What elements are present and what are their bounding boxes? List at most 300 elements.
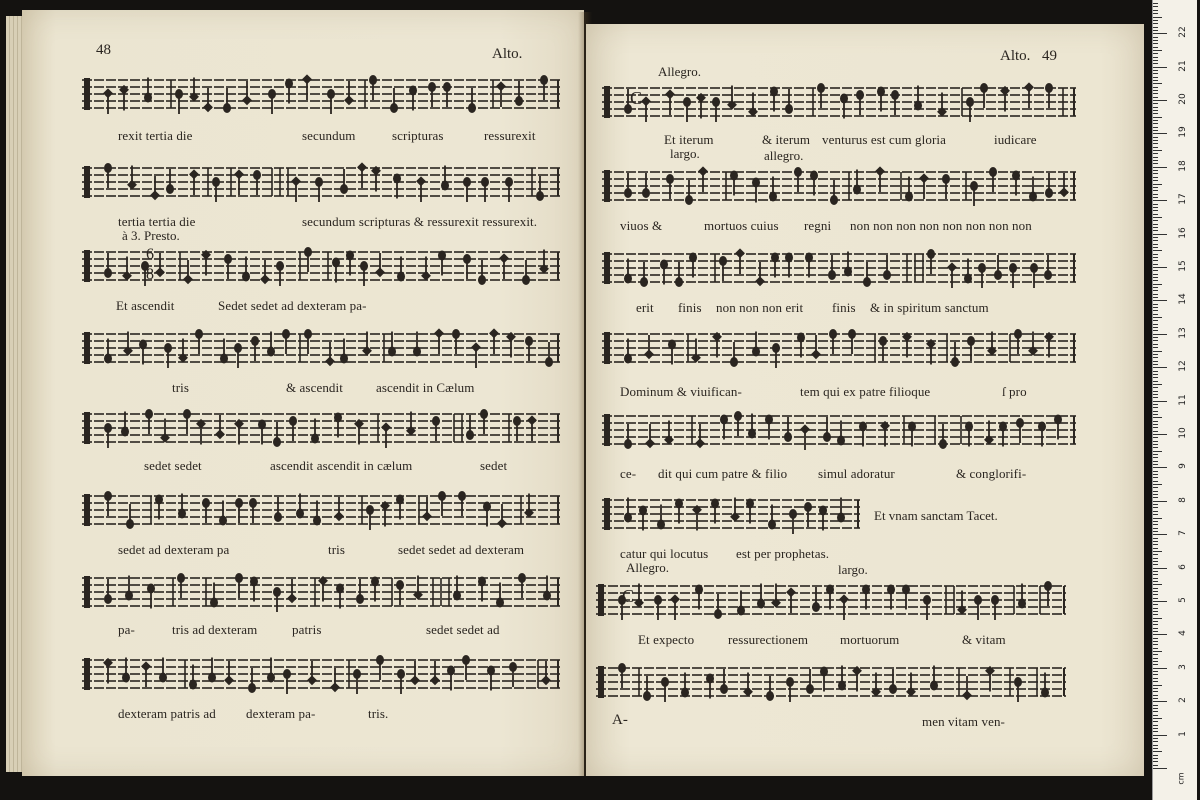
lyric: dexteram pa- — [246, 706, 316, 721]
left-page — [22, 10, 584, 776]
ruler-tick — [1153, 130, 1158, 131]
ruler-tick — [1153, 474, 1158, 475]
ruler-label: 5 — [1178, 597, 1188, 603]
ruler-tick — [1153, 247, 1158, 248]
ruler-tick — [1153, 741, 1158, 742]
ruler-tick — [1153, 367, 1167, 368]
ruler-tick — [1153, 197, 1158, 198]
ruler-tick — [1153, 230, 1158, 231]
ruler-tick — [1153, 354, 1158, 355]
ruler-tick — [1153, 67, 1167, 68]
ruler-tick — [1153, 284, 1162, 285]
ruler-tick — [1153, 477, 1158, 478]
ruler-tick — [1153, 411, 1158, 412]
time-signature: C — [630, 88, 643, 108]
ruler-tick — [1153, 544, 1158, 545]
ruler-tick — [1153, 668, 1167, 669]
right-page — [586, 24, 1144, 776]
ruler-tick — [1153, 3, 1158, 4]
ruler-tick — [1153, 427, 1158, 428]
left-page-number: 48 — [96, 42, 111, 58]
staff — [602, 160, 1076, 216]
ruler-tick — [1153, 70, 1158, 71]
ruler-tick — [1153, 167, 1167, 168]
lyric: scripturas — [392, 128, 444, 143]
lyric: patris — [292, 622, 322, 637]
lyric: ſ pro — [1002, 384, 1027, 399]
lyric: ascendit in Cælum — [376, 380, 475, 395]
lyric: rexit tertia die — [118, 128, 193, 143]
lyric: ressurectionem — [728, 632, 809, 647]
ruler-label: 4 — [1178, 630, 1188, 637]
ruler-tick — [1153, 507, 1158, 508]
ruler-tick — [1153, 417, 1162, 418]
staff — [602, 242, 1076, 298]
lyric: dit qui cum patre & filio — [658, 466, 788, 481]
ruler-label: 12 — [1178, 360, 1188, 372]
ruler-tick — [1153, 451, 1162, 452]
ruler-tick — [1153, 270, 1158, 271]
ruler-tick — [1153, 73, 1158, 74]
ruler-tick — [1153, 157, 1158, 158]
staff — [82, 156, 560, 214]
ruler-tick — [1153, 581, 1158, 582]
ruler-tick — [1153, 624, 1158, 625]
ruler-label: 10 — [1178, 427, 1188, 439]
lyric: ressurexit — [484, 128, 536, 143]
ruler-tick — [1153, 100, 1167, 101]
ruler-tick — [1153, 264, 1158, 265]
lyric: tem qui ex patre filioque — [800, 384, 931, 399]
ruler-tick — [1153, 648, 1158, 649]
ruler-tick — [1153, 87, 1158, 88]
ruler-tick — [1153, 377, 1158, 378]
ruler-tick — [1153, 334, 1167, 335]
lyric: secundum — [302, 128, 356, 143]
ruler-tick — [1153, 391, 1158, 392]
ruler-tick — [1153, 117, 1162, 118]
ruler-tick — [1153, 447, 1158, 448]
ruler-tick — [1153, 628, 1158, 629]
ruler-tick — [1153, 214, 1158, 215]
ruler-tick — [1153, 664, 1158, 665]
ruler-tick — [1153, 424, 1158, 425]
lyric: sedet sedet ad dexteram — [398, 542, 525, 557]
ruler-tick — [1153, 147, 1158, 148]
ruler-tick — [1153, 598, 1158, 599]
lyric: ascendit ascendit in cælum — [270, 458, 413, 473]
ruler-tick — [1153, 711, 1158, 712]
staff — [602, 76, 1076, 132]
ruler-tick — [1153, 180, 1158, 181]
ruler-tick — [1153, 768, 1167, 769]
ruler-tick — [1153, 588, 1158, 589]
tempo-marking: Allegro. — [658, 64, 701, 79]
lyric: dexteram patris ad — [118, 706, 216, 721]
ruler-tick — [1153, 521, 1158, 522]
lyric: finis — [678, 300, 702, 315]
ruler-tick — [1153, 574, 1158, 575]
lyric: & ascendit — [286, 380, 343, 395]
lyric: men vitam ven- — [922, 714, 1005, 729]
lyric: A- — [612, 712, 629, 728]
ruler-tick — [1153, 290, 1158, 291]
ruler-tick — [1153, 401, 1167, 402]
ruler-tick — [1153, 758, 1158, 759]
ruler-tick — [1153, 568, 1167, 569]
ruler-tick — [1153, 431, 1158, 432]
staff — [82, 68, 560, 126]
lyric: catur qui locutus — [620, 546, 709, 561]
staff — [82, 402, 560, 460]
ruler-tick — [1153, 40, 1158, 41]
lyric: & vitam — [962, 632, 1006, 647]
ruler-tick — [1153, 324, 1158, 325]
ruler-tick — [1153, 497, 1158, 498]
ruler-tick — [1153, 234, 1167, 235]
ruler-tick — [1153, 748, 1158, 749]
ruler-tick — [1153, 695, 1158, 696]
ruler-tick — [1153, 705, 1158, 706]
ruler-unit: cm — [1176, 772, 1186, 785]
ruler-tick — [1153, 761, 1158, 762]
tempo-marking: Allegro. — [626, 560, 669, 575]
ruler-label: 2 — [1178, 697, 1188, 704]
ruler-tick — [1153, 340, 1158, 341]
ruler-tick — [1153, 745, 1158, 746]
ruler-tick — [1153, 651, 1162, 652]
ruler-tick — [1153, 240, 1158, 241]
ruler-tick — [1153, 97, 1158, 98]
ruler-tick — [1153, 184, 1162, 185]
staff — [82, 322, 560, 380]
ruler-tick — [1153, 314, 1158, 315]
ruler-tick — [1153, 237, 1158, 238]
ruler-tick — [1153, 200, 1167, 201]
lyric: non non non non non non non non — [850, 218, 1032, 233]
lyric: non non non erit — [716, 300, 804, 315]
ruler-tick — [1153, 487, 1158, 488]
ruler-tick — [1153, 37, 1158, 38]
lyric: & iterum — [762, 132, 811, 147]
ruler-tick — [1153, 674, 1158, 675]
right-part-name: Alto. — [1000, 48, 1031, 64]
ruler-tick — [1153, 220, 1158, 221]
ruler-tick — [1153, 481, 1158, 482]
ruler-tick — [1153, 534, 1167, 535]
ruler-tick — [1153, 50, 1162, 51]
ruler-tick — [1153, 594, 1158, 595]
ruler-tick — [1153, 267, 1167, 268]
ruler-label: 17 — [1178, 193, 1188, 205]
ruler-tick — [1153, 394, 1158, 395]
ruler-tick — [1153, 658, 1158, 659]
ruler-label: 20 — [1178, 93, 1188, 105]
ruler-tick — [1153, 644, 1158, 645]
time-signature: C — [622, 586, 635, 606]
ruler-tick — [1153, 337, 1158, 338]
lyric: Et ascendit — [116, 298, 175, 313]
lyric: tris ad dexteram — [172, 622, 258, 637]
ruler-tick — [1153, 467, 1167, 468]
ruler-tick — [1153, 77, 1158, 78]
lyric: tris — [172, 380, 190, 395]
ruler-tick — [1153, 681, 1158, 682]
staff — [602, 404, 1076, 460]
ruler-tick — [1153, 257, 1158, 258]
ruler-tick — [1153, 688, 1158, 689]
lyric: sedet sedet ad — [426, 622, 500, 637]
ruler-tick — [1153, 344, 1158, 345]
ruler-tick — [1153, 53, 1158, 54]
ruler-tick — [1153, 280, 1158, 281]
ruler-tick — [1153, 444, 1158, 445]
lyric: regni — [804, 218, 832, 233]
ruler-tick — [1153, 634, 1167, 635]
ruler-tick — [1153, 27, 1158, 28]
lyric: tertia tertia die — [118, 214, 196, 229]
ruler-label: 11 — [1178, 393, 1188, 406]
ruler-tick — [1153, 244, 1158, 245]
ruler-tick — [1153, 685, 1162, 686]
ruler-label: 13 — [1178, 327, 1188, 339]
ruler-tick — [1153, 437, 1158, 438]
lyric: sedet ad dexteram pa — [118, 542, 230, 557]
lyric: est per prophetas. — [736, 546, 830, 561]
ruler-tick — [1153, 755, 1158, 756]
lyric: finis — [832, 300, 856, 315]
ruler-tick — [1153, 721, 1158, 722]
ruler-tick — [1153, 751, 1162, 752]
lyric: viuos & — [620, 218, 663, 233]
staff — [596, 656, 1066, 712]
ruler-tick — [1153, 715, 1158, 716]
lyric: iudicare — [994, 132, 1037, 147]
lyric: tris. — [368, 706, 389, 721]
ruler-tick — [1153, 297, 1158, 298]
ruler-tick — [1153, 60, 1158, 61]
ruler-tick — [1153, 294, 1158, 295]
ruler-tick — [1153, 310, 1158, 311]
lyric: ce- — [620, 466, 637, 481]
left-part-name: Alto. — [492, 46, 523, 62]
lyric: Et expecto — [638, 632, 695, 647]
time-signature-bottom: 8 — [146, 266, 154, 283]
staff — [82, 566, 560, 624]
ruler-tick — [1153, 127, 1158, 128]
ruler-label: 15 — [1178, 260, 1188, 272]
ruler-tick — [1153, 33, 1167, 34]
ruler-tick — [1153, 765, 1158, 766]
ruler-tick — [1153, 691, 1158, 692]
ruler-tick — [1153, 210, 1158, 211]
ruler-label: 22 — [1178, 26, 1188, 38]
ruler-tick — [1153, 6, 1158, 7]
lyric: erit — [636, 300, 654, 315]
ruler-label: 9 — [1178, 463, 1188, 470]
tempo-marking: largo. — [838, 562, 868, 577]
ruler-tick — [1153, 504, 1158, 505]
ruler-label: 14 — [1178, 293, 1188, 306]
ruler-tick — [1153, 551, 1162, 552]
ruler-tick — [1153, 381, 1158, 382]
ruler-tick — [1153, 441, 1158, 442]
ruler-label: 7 — [1178, 530, 1188, 537]
ruler-tick — [1153, 347, 1158, 348]
ruler-label: 18 — [1178, 160, 1188, 172]
ruler-tick — [1153, 538, 1158, 539]
ruler-tick — [1153, 90, 1158, 91]
ruler-tick — [1153, 641, 1158, 642]
ruler-tick — [1153, 177, 1158, 178]
ruler-tick — [1153, 461, 1158, 462]
lyric: tris — [328, 542, 346, 557]
ruler-tick — [1153, 548, 1158, 549]
ruler-label: 6 — [1178, 563, 1188, 570]
ruler-tick — [1153, 224, 1158, 225]
ruler-tick — [1153, 254, 1158, 255]
staff — [602, 322, 1076, 378]
lyric: mortuos cuius — [704, 218, 779, 233]
lyric: simul adoratur — [818, 466, 895, 481]
lyric: mortuorum — [840, 632, 900, 647]
ruler-tick — [1153, 471, 1158, 472]
time-signature-top: 6 — [146, 246, 154, 263]
ruler-tick — [1153, 133, 1167, 134]
ruler-tick — [1153, 601, 1167, 602]
lyric: & in spiritum sanctum — [870, 300, 989, 315]
tempo-marking: à 3. Presto. — [122, 228, 180, 243]
ruler-tick — [1153, 457, 1158, 458]
ruler-tick — [1153, 10, 1158, 11]
ruler-tick — [1153, 274, 1158, 275]
lyric: sedet sedet — [144, 458, 202, 473]
lyric: Dominum & viuifican- — [620, 384, 742, 399]
ruler-tick — [1153, 43, 1158, 44]
ruler-tick — [1153, 738, 1158, 739]
lyric: Et iterum — [664, 132, 714, 147]
ruler-tick — [1153, 364, 1158, 365]
ruler-label: 8 — [1178, 496, 1188, 503]
ruler-tick — [1153, 194, 1158, 195]
ruler-tick — [1153, 163, 1158, 164]
ruler-tick — [1153, 421, 1158, 422]
ruler-tick — [1153, 371, 1158, 372]
ruler-tick — [1153, 63, 1158, 64]
ruler-tick — [1153, 384, 1162, 385]
ruler-tick — [1153, 13, 1158, 14]
ruler-tick — [1153, 661, 1158, 662]
staff — [602, 488, 860, 544]
ruler-tick — [1153, 207, 1158, 208]
ruler-tick — [1153, 351, 1162, 352]
ruler-tick — [1153, 518, 1162, 519]
ruler-tick — [1153, 434, 1167, 435]
ruler-tick — [1153, 404, 1158, 405]
ruler-label: 3 — [1178, 663, 1188, 670]
ruler-tick — [1153, 511, 1158, 512]
ruler-tick — [1153, 47, 1158, 48]
lyric: Sedet sedet ad dexteram pa- — [218, 298, 367, 313]
ruler-tick — [1153, 564, 1158, 565]
ruler-tick — [1153, 140, 1158, 141]
ruler-tick — [1153, 361, 1158, 362]
ruler-tick — [1153, 701, 1167, 702]
ruler-tick — [1153, 190, 1158, 191]
ruler-tick — [1153, 678, 1158, 679]
ruler-tick — [1153, 307, 1158, 308]
ruler-tick — [1153, 387, 1158, 388]
ruler-tick — [1153, 531, 1158, 532]
ruler-tick — [1153, 217, 1162, 218]
ruler-tick — [1153, 524, 1158, 525]
ruler-tick — [1153, 654, 1158, 655]
ruler-tick — [1153, 454, 1158, 455]
ruler-tick — [1153, 491, 1158, 492]
ruler-tick — [1153, 170, 1158, 171]
ruler-label: 16 — [1178, 226, 1188, 239]
ruler-tick — [1153, 728, 1158, 729]
ruler-tick — [1153, 300, 1167, 301]
ruler-label: 19 — [1178, 126, 1188, 139]
ruler-tick — [1153, 317, 1162, 318]
ruler-tick — [1153, 160, 1158, 161]
ruler-tick — [1153, 514, 1158, 515]
ruler-tick — [1153, 561, 1158, 562]
ruler-tick — [1153, 187, 1158, 188]
right-page-number: 49 — [1042, 48, 1057, 64]
ruler-tick — [1153, 113, 1158, 114]
ruler-tick — [1153, 320, 1158, 321]
ruler-tick — [1153, 327, 1158, 328]
ruler-tick — [1153, 731, 1158, 732]
ruler-tick — [1153, 464, 1158, 465]
ruler-tick — [1153, 304, 1158, 305]
tempo-marking: largo. — [670, 146, 700, 161]
ruler-tick — [1153, 501, 1167, 502]
ruler-tick — [1153, 57, 1158, 58]
ruler-tick — [1153, 554, 1158, 555]
ruler-tick — [1153, 671, 1158, 672]
tacet-note: Et vnam sanctam Tacet. — [874, 508, 998, 523]
ruler-tick — [1153, 150, 1162, 151]
ruler-tick — [1153, 137, 1158, 138]
ruler-tick — [1153, 30, 1158, 31]
ruler-tick — [1153, 107, 1158, 108]
ruler-tick — [1153, 227, 1158, 228]
ruler-tick — [1153, 578, 1158, 579]
lyric: secundum scripturas & ressurexit ressurexit. — [302, 214, 538, 229]
ruler-tick — [1153, 631, 1158, 632]
measurement-ruler — [1152, 0, 1197, 800]
ruler-tick — [1153, 143, 1158, 144]
ruler-tick — [1153, 584, 1162, 585]
lyric: sedet — [480, 458, 508, 473]
ruler-tick — [1153, 528, 1158, 529]
ruler-tick — [1153, 204, 1158, 205]
ruler-tick — [1153, 83, 1162, 84]
ruler-tick — [1153, 611, 1158, 612]
ruler-tick — [1153, 541, 1158, 542]
ruler-tick — [1153, 407, 1158, 408]
ruler-tick — [1153, 604, 1158, 605]
ruler-tick — [1153, 173, 1158, 174]
ruler-label: 21 — [1178, 59, 1188, 72]
ruler-tick — [1153, 614, 1158, 615]
ruler-tick — [1153, 123, 1158, 124]
ruler-tick — [1153, 250, 1162, 251]
ruler-tick — [1153, 494, 1158, 495]
